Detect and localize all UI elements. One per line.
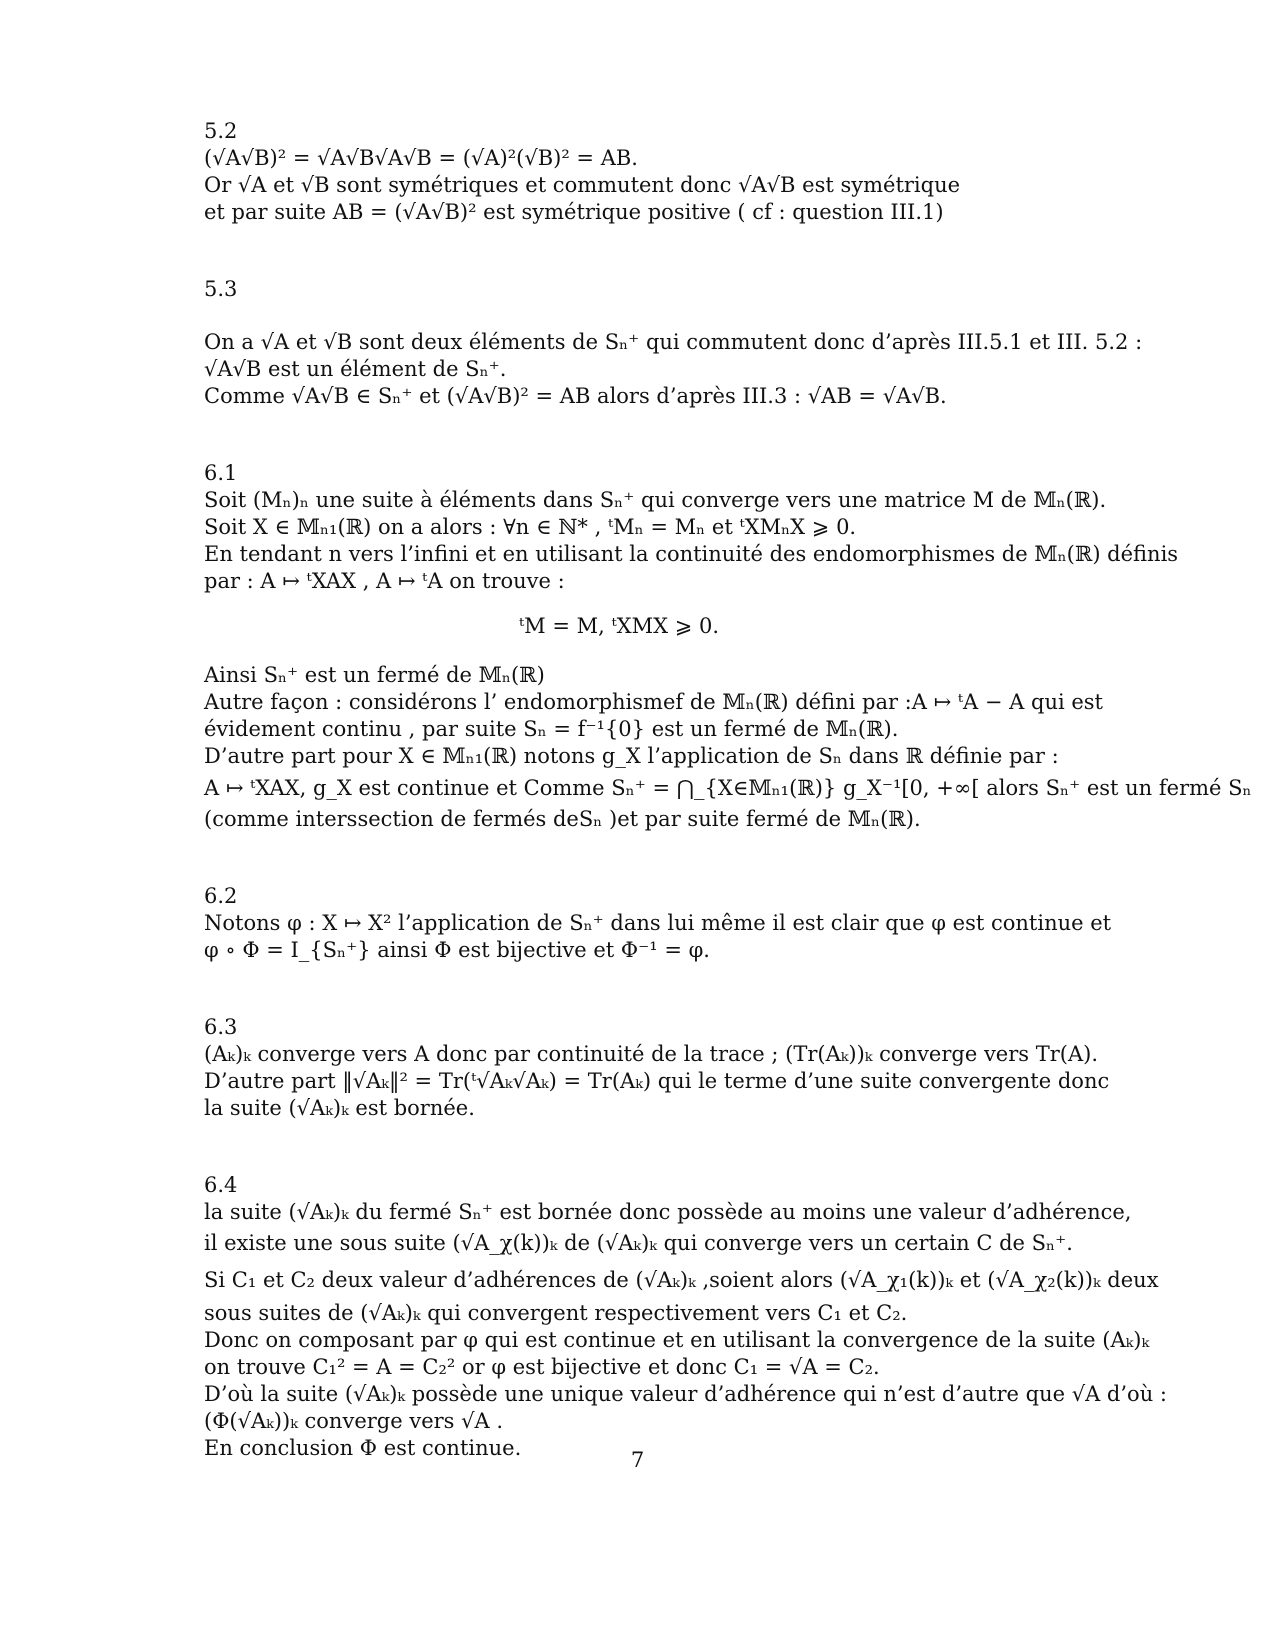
text-line: En conclusion Φ est continue.: [204, 1436, 522, 1460]
text-line: il existe une sous suite (√A_χ(k))ₖ de (√Aₖ)ₖ qui converge vers un certain C de Sₙ⁺.: [204, 1231, 1073, 1255]
text-line: la suite (√Aₖ)ₖ est bornée.: [204, 1096, 475, 1120]
text-line: la suite (√Aₖ)ₖ du fermé Sₙ⁺ est bornée donc possède au moins une valeur d’adhérence,: [204, 1200, 1132, 1224]
section-heading: 5.3: [204, 277, 238, 301]
text-line: Or √A et √B sont symétriques et commutent donc √A√B est symétrique: [204, 173, 961, 197]
text-line: Soit (Mₙ)ₙ une suite à éléments dans Sₙ⁺ qui converge vers une matrice M de 𝕄ₙ(ℝ).: [204, 488, 1107, 512]
section-6-2: [204, 883, 1112, 964]
section-heading: 6.2: [204, 884, 238, 908]
text-line: (√A√B)² = √A√B√A√B = (√A)²(√B)² = AB.: [204, 146, 638, 170]
text-line: sous suites de (√Aₖ)ₖ qui convergent respectivement vers C₁ et C₂.: [204, 1301, 908, 1325]
text-line: On a √A et √B sont deux éléments de Sₙ⁺ qui commutent donc d’après III.5.1 et III. 5.2 :: [204, 330, 1143, 354]
section-heading: 6.4: [204, 1173, 238, 1197]
display-equation: ᵗM = M, ᵗXMX ⩾ 0.: [518, 614, 720, 638]
section-heading: 5.2: [204, 119, 238, 143]
text-line: Donc on composant par φ qui est continue et en utilisant la convergence de la suite (Aₖ)ₖ: [204, 1328, 1150, 1352]
text-line: par : A ↦ ᵗXAX , A ↦ ᵗA on trouve :: [204, 569, 565, 593]
text-line: φ ∘ Φ = I_{Sₙ⁺} ainsi Φ est bijective et Φ⁻¹ = φ.: [204, 938, 710, 962]
text-line: et par suite AB = (√A√B)² est symétrique positive ( cf : question III.1): [204, 200, 944, 224]
section-heading: 6.3: [204, 1015, 238, 1039]
section-5-3: [204, 276, 1143, 410]
text-line: √A√B est un élément de Sₙ⁺.: [204, 357, 507, 381]
text-line: (comme interssection de fermés deSₙ )et par suite fermé de 𝕄ₙ(ℝ).: [204, 807, 921, 831]
text-line: Si C₁ et C₂ deux valeur d’adhérences de (√Aₖ)ₖ ,soient alors (√A_χ₁(k))ₖ et (√A_χ₂(k))ₖ deux: [204, 1268, 1159, 1292]
text-line: Autre façon : considérons l’ endomorphismef de 𝕄ₙ(ℝ) défini par :A ↦ ᵗA − A qui est: [204, 690, 1104, 714]
text-line: En tendant n vers l’infini et en utilisant la continuité des endomorphismes de 𝕄ₙ(ℝ) définis: [204, 542, 1179, 566]
text-line: (Φ(√Aₖ))ₖ converge vers √A .: [204, 1409, 504, 1433]
section-6-1: [204, 460, 1252, 833]
section-6-4: [204, 1172, 1167, 1462]
page-body: [204, 118, 1252, 1462]
text-line: D’où la suite (√Aₖ)ₖ possède une unique valeur d’adhérence qui n’est d’autre que √A d’où :: [204, 1382, 1167, 1406]
text-line: Ainsi Sₙ⁺ est un fermé de 𝕄ₙ(ℝ): [204, 663, 545, 687]
text-line: évidement continu , par suite Sₙ = f⁻¹{0} est un fermé de 𝕄ₙ(ℝ).: [204, 717, 899, 741]
text-line: on trouve C₁² = A = C₂² or φ est bijective et donc C₁ = √A = C₂.: [204, 1355, 880, 1379]
text-line: A ↦ ᵗXAX, g_X est continue et Comme Sₙ⁺ = ⋂_{X∈𝕄ₙ₁(ℝ)} g_X⁻¹[0, +∞[ alors Sₙ⁺ est un fermé Sₙ: [204, 776, 1252, 800]
section-6-3: [204, 1014, 1110, 1122]
text-line: Comme √A√B ∈ Sₙ⁺ et (√A√B)² = AB alors d’après III.3 : √AB = √A√B.: [204, 384, 947, 408]
text-line: Soit X ∈ 𝕄ₙ₁(ℝ) on a alors : ∀n ∈ ℕ* , ᵗMₙ = Mₙ et ᵗXMₙX ⩾ 0.: [204, 515, 857, 539]
text-line: D’autre part pour X ∈ 𝕄ₙ₁(ℝ) notons g_X l’application de Sₙ dans ℝ définie par :: [204, 744, 1059, 768]
text-line: Notons φ : X ↦ X² l’application de Sₙ⁺ dans lui même il est clair que φ est continue et: [204, 911, 1112, 935]
page-number: 7: [630, 1448, 645, 1472]
text-line: (Aₖ)ₖ converge vers A donc par continuité de la trace ; (Tr(Aₖ))ₖ converge vers Tr(A).: [204, 1042, 1098, 1066]
text-line: D’autre part ‖√Aₖ‖² = Tr(ᵗ√Aₖ√Aₖ) = Tr(Aₖ) qui le terme d’une suite convergente donc: [204, 1069, 1110, 1093]
section-5-2: [204, 118, 1084, 226]
section-heading: 6.1: [204, 461, 238, 485]
